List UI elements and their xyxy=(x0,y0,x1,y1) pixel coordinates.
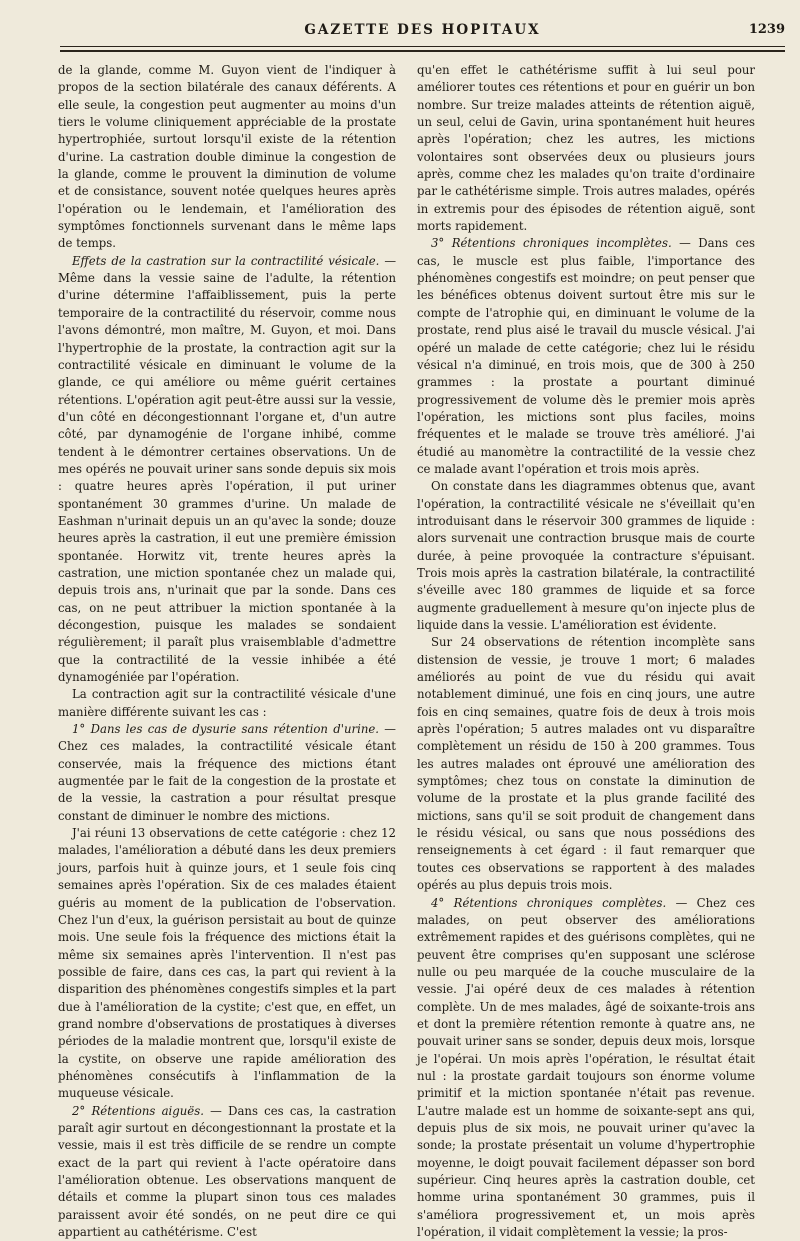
paragraph: On constate dans les diagrammes obtenus que, avant l'opération, la contractilité vésicale ne s'éveillait qu'en introduisant dans le réservoir 300 grammes de liquide : alors survenait une contraction brusque mais de courte durée, à peine provoquée la contracture s'épuisant. Trois mois après la castration bilatérale, la contractilité s'éveille avec 180 grammes de liquide et sa force augmente graduellement à mesure qu'on injecte plus de liquide dans la vessie. L'amélioration est évidente. xyxy=(417,478,755,634)
header-rule-thin xyxy=(60,46,785,47)
left-column xyxy=(58,62,396,1241)
paragraph-text: — Dans ces cas, le muscle est plus faible, l'importance des phénomènes congestifs est moindre; on peut penser que les bénéfices obtenus doivent surtout être mis sur le compte de l'atrophie qui, en diminuant le volume de la prostate, rend plus aisé le travail du muscle vésical. J'ai opéré un malade de cette catégorie; chez lui le résidu vésical n'a diminué, en trois mois, que de 300 à 250 grammes : la prostate a pourtant diminué progressivement de volume dès le premier mois après l'opération, les mictions sont plus faciles, moins fréquentes et le malade se trouve très amélioré. J'ai étudié au manomètre la contractilité de la vessie chez ce malade avant l'opération et trois mois après. xyxy=(417,236,755,475)
paragraph xyxy=(417,895,755,1241)
paragraph: La contraction agit sur la contractilité vésicale d'une manière différente suivant les cas : xyxy=(58,686,396,721)
paragraph-text: — Chez ces malades, on peut observer des améliorations extrêmement rapides et des guérisons complètes, qui ne peuvent être comprises qu'en supposant une sclérose nulle ou peu marquée de la couche musculaire de la vessie. J'ai opéré deux de ces malades à rétention complète. Un de mes malades, âgé de soixante-trois ans et dont la première rétention remonte à quatre ans, ne pouvait uriner sans se sonder, depuis deux mois, lorsque je l'opérai. Un mois après l'opération, le résultat était nul : la prostate gardait toujours son énorme volume primitif et la miction spontanée n'était pas revenue. L'autre malade est un homme de soixante-sept ans qui, depuis plus de six mois, ne pouvait uriner qu'avec la sonde; la prostate présentait un volume d'hypertrophie moyenne, le doigt pouvait facilement dépasser son bord supérieur. Cinq heures après la castration double, cet homme urina spontanément 30 grammes, puis il s'améliora progressivement et, un mois après l'opération, il vidait complètement la vessie; la pros- xyxy=(417,896,755,1240)
right-column xyxy=(417,62,755,1241)
paragraph: qu'en effet le cathétérisme suffit à lui seul pour améliorer toutes ces rétentions et pour en guérir un bon nombre. Sur treize malades atteints de rétention aiguë, un seul, celui de Gavin, urina spontanément huit heures après l'opération; chez les autres, les mictions volontaires sont observées deux ou plusieurs jours après, comme chez les malades qu'on traite d'ordinaire par le cathétérisme simple. Trois autres malades, opérés in extremis pour des épisodes de rétention aiguë, sont morts rapidement. xyxy=(417,62,755,235)
paragraph xyxy=(58,253,396,687)
section-heading: 2° Rétentions aiguës. xyxy=(72,1104,204,1118)
section-heading: 4° Rétentions chroniques complètes. xyxy=(431,896,666,910)
header-rule-thick xyxy=(60,50,785,52)
section-heading: 3° Rétentions chroniques incomplètes. xyxy=(431,236,672,250)
paragraph: de la glande, comme M. Guyon vient de l'indiquer à propos de la section bilatérale des canaux déférents. A elle seule, la congestion peut augmenter au moins d'un tiers le volume cliniquement appréciable de la prostate hypertrophiée, surtout lorsqu'il existe de la rétention d'urine. La castration double diminue la congestion de la glande, comme le prouvent la diminution de volume et de consistance, souvent notée quelques heures après l'opération ou le lendemain, et l'amélioration des symptômes fonctionnels survenant dans le même laps de temps. xyxy=(58,62,396,253)
page-header xyxy=(60,20,785,42)
paragraph: J'ai réuni 13 observations de cette catégorie : chez 12 malades, l'amélioration a débuté dans les deux premiers jours, parfois huit à quinze jours, et 1 seule fois cinq semaines après l'opération. Six de ces malades étaient guéris au moment de la publication de l'observation. Chez l'un d'eux, la guérison persistait au bout de quinze mois. Une seule fois la fréquence des mictions était la même six semaines après l'intervention. Il n'est pas possible de faire, dans ces cas, la part qui revient à la disparition des phénomènes congestifs simples et la part due à l'amélioration de la cystite; c'est que, en effet, un grand nombre d'observations de prostatiques à diverses périodes de la maladie montrent que, lorsqu'il existe de la cystite, on observe une rapide amélioration des phénomènes consécutifs à l'inflammation de la muqueuse vésicale. xyxy=(58,825,396,1103)
paragraph-text: — Dans ces cas, la castration paraît agir surtout en décongestionnant la prostate et la vessie, mais il est très difficile de se rendre un compte exact de la part qui revient à l'acte opératoire dans l'amélioration obtenue. Les observations manquent de détails et comme la plupart sinon tous ces malades paraissent avoir été sondés, on ne peut dire ce qui appartient au cathétérisme. C'est xyxy=(58,1104,396,1239)
paragraph-text: — Même dans la vessie saine de l'adulte, la rétention d'urine détermine l'affaiblissement, puis la perte temporaire de la contractilité du réservoir, comme nous l'avons démontré, mon maître, M. Guyon, et moi. Dans l'hypertrophie de la prostate, la contraction agit sur la contractilité vésicale en diminuant le volume de la glande, ce qui améliore ou même guérit certaines rétentions. L'opération agit peut-être aussi sur la vessie, d'un côté en décongestionnant l'organe et, d'un autre côté, par dynamogénie de l'organe inhibé, comme tendent à le démontrer certaines observations. Un de mes opérés ne pouvait uriner sans sonde depuis six mois : quatre heures après l'opération, il put uriner spontanément 30 grammes d'urine. Un malade de Eashman n'urinait depuis un an qu'avec la sonde; douze heures après la castration, il eut une première émission spontanée. Horwitz vit, trente heures après la castration, une miction spontanée chez un malade qui, depuis trois ans, n'urinait que par la sonde. Dans ces cas, on ne peut attribuer la miction spontanée à la décongestion, puisque les malades se sondaient régulièrement; il paraît plus vraisemblable d'admettre que la contractilité de la vessie inhibée a été dynamogéniée par l'opération. xyxy=(58,254,396,684)
paragraph xyxy=(58,721,396,825)
paragraph xyxy=(417,235,755,478)
paragraph: Sur 24 observations de rétention incomplète sans distension de vessie, je trouve 1 mort; 6 malades améliorés au point de vue du résidu qui avait notablement diminué, une fois en cinq jours, une autre fois en cinq semaines, quatre fois de deux à trois mois après l'opération; 5 autres malades ont vu disparaître complètement un résidu de 150 à 200 grammes. Tous les autres malades ont éprouvé une amélioration des symptômes; chez tous on constate la diminution de volume de la prostate et la plus grande facilité des mictions, sans qu'il se soit produit de changement dans le résidu vésical, ou sans que nous possédions des renseignements à cet égard : il faut remarquer que toutes ces observations se rapportent à des malades opérés au plus depuis trois mois. xyxy=(417,634,755,894)
section-heading: 1° Dans les cas de dysurie sans rétention d'urine. xyxy=(72,722,379,736)
section-heading: Effets de la castration sur la contractilité vésicale. xyxy=(72,254,379,268)
journal-title: GAZETTE DES HOPITAUX xyxy=(60,22,785,38)
paragraph-text: — Chez ces malades, la contractilité vésicale étant conservée, mais la fréquence des mictions étant augmentée par le fait de la congestion de la prostate et de la vessie, la castration a pour résultat presque constant de diminuer le nombre des mictions. xyxy=(58,722,396,823)
page-number: 1239 xyxy=(749,22,785,37)
paragraph xyxy=(58,1103,396,1241)
